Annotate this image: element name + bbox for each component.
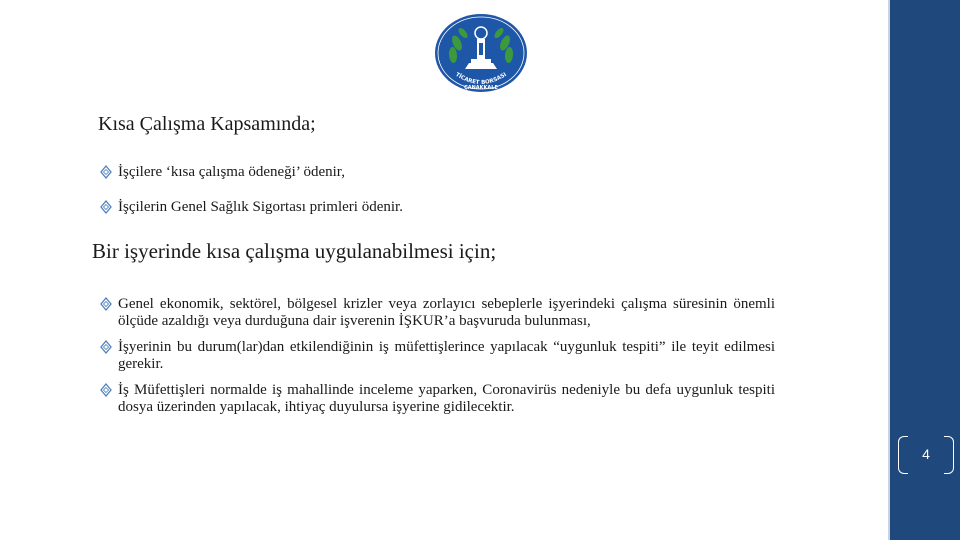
- svg-text:ÇANAKKALE: ÇANAKKALE: [464, 85, 498, 91]
- section2-bullet-list: [118, 296, 775, 425]
- list-item: [118, 199, 778, 216]
- sidebar-divider: [888, 0, 890, 540]
- section2-heading: Bir işyerinde kısa çalışma uygulanabilmesi için;: [92, 239, 497, 263]
- bullet-text: Genel ekonomik, sektörel, bölgesel krizler veya zorlayıcı sebeplerle işyerindeki çalışma süresinin önemli ölçüde azaldığı veya durduğuna dair işverenin İŞKUR’a başvuruda bulunması,: [118, 296, 775, 329]
- page-number: 4: [922, 446, 930, 462]
- diamond-bullet-icon: [100, 340, 112, 354]
- diamond-bullet-icon: [100, 297, 112, 311]
- diamond-bullet-icon: [100, 383, 112, 397]
- list-item: [118, 296, 775, 330]
- logo-emblem-icon: [433, 13, 529, 93]
- diamond-bullet-icon: [100, 200, 112, 214]
- chamber-logo: [433, 13, 529, 93]
- list-item: [118, 382, 775, 416]
- diamond-bullet-icon: [100, 165, 112, 179]
- section1-bullet-list: [118, 164, 778, 234]
- page-number-badge: [898, 436, 954, 474]
- bullet-text: İşçilere ‘kısa çalışma ödeneği’ ödenir,: [118, 164, 345, 180]
- svg-text:TİCARET BORSASI: TİCARET BORSASI: [454, 71, 508, 87]
- list-item: [118, 339, 775, 373]
- bullet-text: İş Müfettişleri normalde iş mahallinde inceleme yaparken, Coronavirüs nedeniyle bu defa uygunluk tespiti dosya üzerinden yapılacak, ihtiyaç duyulursa işyerine gidilecektir.: [118, 382, 775, 415]
- right-bracket-icon: [944, 436, 954, 474]
- bullet-text: İşyerinin bu durum(lar)dan etkilendiğinin iş müfettişlerince yapılacak “uygunluk tespiti” ile teyit edilmesi gerekir.: [118, 339, 775, 372]
- list-item: [118, 164, 778, 181]
- bullet-text: İşçilerin Genel Sağlık Sigortası primleri ödenir.: [118, 199, 403, 215]
- section1-heading: Kısa Çalışma Kapsamında;: [98, 113, 316, 135]
